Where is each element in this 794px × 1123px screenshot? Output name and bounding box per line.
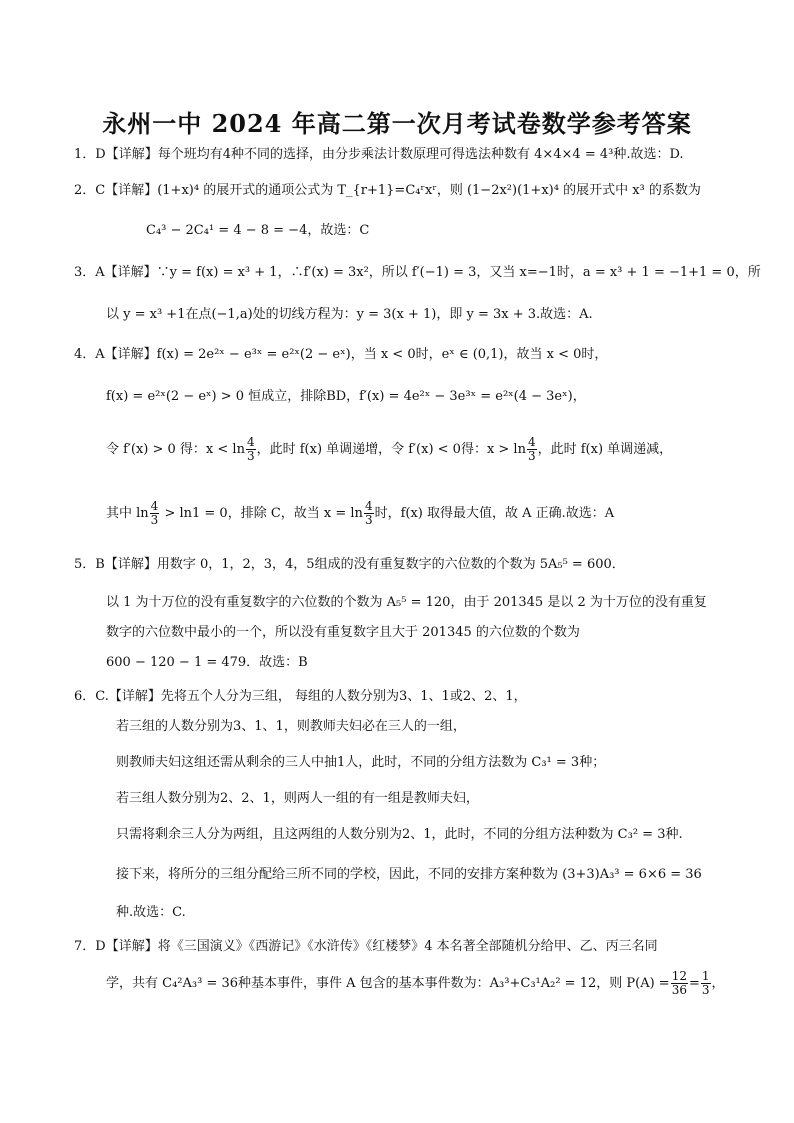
fraction-one-third	[701, 970, 711, 997]
answer-2-line-1: 2．C【详解】(1+x)⁴ 的展开式的通项公式为 T_{r+1}=C₄ʳxʳ，则 (1−2x²)(1+x)⁴ 的展开式中 x³ 的系数为	[74, 183, 701, 198]
fraction-twelve-thirtysix	[671, 970, 688, 997]
answer-6-line-4: 若三组人数分别为2、2、1，则两人一组的有一组是教师夫妇，	[116, 791, 479, 806]
fraction-denominator: 36	[671, 983, 687, 997]
fraction-denominator: 3	[364, 513, 373, 527]
answer-4-line-4-part-2: > ln1 = 0，排除 C，故当 x = ln	[160, 506, 363, 521]
answer-2-line-2: C₄³ − 2C₄¹ = 4 − 8 = −4，故选：C	[146, 223, 370, 238]
answer-4-line-2: f(x) = e²ˣ(2 − eˣ) > 0 恒成立，排除BD，f′(x) = 4e²ˣ − 3e³ˣ = e²ˣ(4 − 3eˣ)，	[106, 389, 586, 404]
fraction-four-thirds	[150, 500, 160, 527]
answer-6-line-1: 6．C.【详解】先将五个人分为三组， 每组的人数分别为3、1、1或2、2、1，	[74, 689, 527, 704]
fraction-numerator: 4	[246, 435, 255, 449]
answer-5-line-4: 600 − 120 − 1 = 479．故选：B	[106, 655, 308, 670]
answer-5-line-3: 数字的六位数中最小的一个，所以没有重复数字且大于 201345 的六位数的个数为	[106, 625, 580, 640]
answer-4-line-4-part-1: 其中 ln	[106, 506, 149, 521]
answer-4-line-4-part-3: 时，f(x) 取得最大值，故 A 正确.故选：A	[374, 506, 615, 521]
answer-6-line-5: 只需将剩余三人分为两组，且这两组的人数分别为2、1，此时，不同的分组方法种数为 C₃² = 3种.	[116, 827, 683, 842]
fraction-four-thirds	[246, 436, 256, 463]
answer-7-line-2-equals: =	[688, 976, 700, 991]
answer-6-line-2: 若三组的人数分别为3、1、1，则教师夫妇必在三人的一组，	[116, 719, 466, 734]
fraction-denominator: 3	[701, 983, 710, 997]
fraction-denominator: 3	[150, 513, 159, 527]
answer-3-line-2: 以 y = x³ +1在点(−1,a)处的切线方程为：y = 3(x + 1)，即 y = 3x + 3.故选：A.	[106, 307, 593, 322]
fraction-numerator: 4	[527, 435, 536, 449]
fraction-numerator: 4	[150, 499, 159, 513]
answer-4-line-3-part-3: ，此时 f(x) 单调递减，	[537, 442, 673, 457]
fraction-numerator: 1	[701, 969, 710, 983]
answer-5-line-1: 5．B【详解】用数字 0，1，2，3，4，5组成的没有重复数字的六位数的个数为 5A₅⁵ = 600．	[74, 557, 625, 572]
answer-4-line-3-part-2: ，此时 f(x) 单调递增，令 f′(x) < 0得：x > ln	[256, 442, 526, 457]
fraction-denominator: 3	[527, 449, 536, 463]
fraction-numerator: 4	[364, 499, 373, 513]
answer-4-line-3	[106, 436, 672, 463]
fraction-four-thirds	[364, 500, 374, 527]
trailing-comma: ，	[711, 976, 725, 991]
fraction-denominator: 3	[246, 449, 255, 463]
answer-6-line-6: 接下来，将所分的三组分配给三所不同的学校，因此，不同的安排方案种数为 (3+3)A₃³ = 6×6 = 36	[116, 867, 702, 882]
answer-4-line-3-part-1: 令 f′(x) > 0 得：x < ln	[106, 442, 245, 457]
answer-6-line-7: 种.故选：C.	[116, 905, 186, 920]
answer-3-line-1: 3．A【详解】∵y = f(x) = x³ + 1，∴f′(x) = 3x²，所以 f′(−1) = 3，又当 x=−1时，a = x³ + 1 = −1+1 = 0，所	[74, 265, 761, 280]
fraction-numerator: 12	[671, 969, 687, 983]
answer-7-line-2	[106, 970, 725, 997]
fraction-four-thirds	[527, 436, 537, 463]
answer-7-line-1: 7．D【详解】将《三国演义》《西游记》《水浒传》《红楼梦》4 本名著全部随机分给甲、乙、丙三名同	[74, 939, 658, 954]
answer-4-line-4	[106, 500, 614, 527]
answer-5-line-2: 以 1 为十万位的没有重复数字的六位数的个数为 A₅⁵ = 120，由于 201345 是以 2 为十万位的没有重复	[106, 595, 707, 610]
answer-1-line-1: 1．D【详解】每个班均有4种不同的选择，由分步乘法计数原理可得选法种数有 4×4×4 = 4³种.故选：D.	[74, 147, 684, 162]
answer-7-line-2-part-1: 学，共有 C₄²A₃³ = 36种基本事件，事件 A 包含的基本事件数为：A₃³+C₃¹A₂² = 12，则 P(A) =	[106, 976, 670, 991]
answer-6-line-3: 则教师夫妇这组还需从剩余的三人中抽1人，此时，不同的分组方法数为 C₃¹ = 3种；	[116, 755, 606, 770]
answer-4-line-1: 4．A【详解】f(x) = 2e²ˣ − e³ˣ = e²ˣ(2 − eˣ)，当 x < 0时，eˣ ∈ (0,1)，故当 x < 0时，	[74, 347, 608, 362]
page-title: 永州一中 2024 年高二第一次月考试卷数学参考答案	[102, 109, 692, 138]
